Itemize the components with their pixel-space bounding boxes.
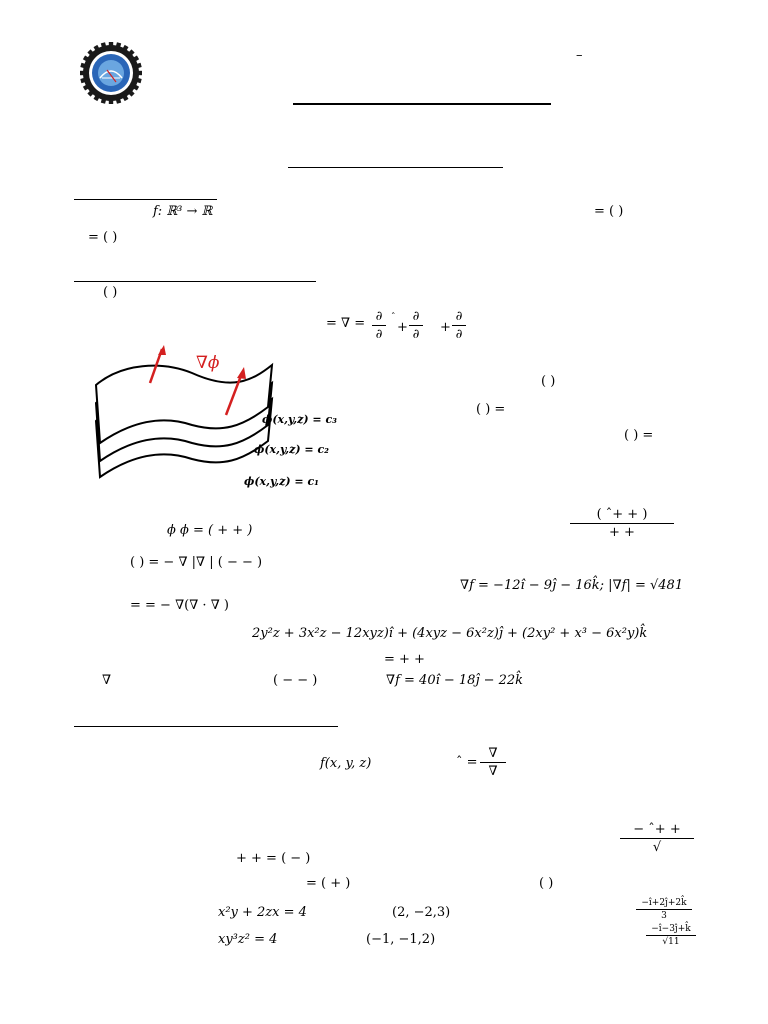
point-line: ( ) = − ∇ |∇ | ( − − ) (130, 555, 263, 570)
surface-label-c3: ϕ(x,y,z) = c₃ (262, 413, 337, 426)
problem-2-surface: xy³z² = 4 (218, 932, 278, 947)
gradient-arrow-label: ∇ϕ (196, 353, 220, 373)
title-underline (293, 103, 551, 105)
side-paren-1: ( ) (541, 374, 556, 389)
answer-1: ∇f = −12î − 9ĵ − 16k̂; |∇f| = √481 (460, 578, 684, 593)
unit-normal-prefix: ˆ = (456, 755, 478, 770)
unit-normal-fraction: ∇ ∇ (480, 746, 506, 779)
section2-heading-underline (74, 281, 316, 282)
plus-1: + (397, 320, 408, 335)
answer-2: ∇f = 40î − 18ĵ − 22k̂ (386, 673, 524, 688)
partial-fraction-x: ∂ ∂ (372, 309, 386, 342)
surface-label-c2: ϕ(x,y,z) = c₂ (254, 443, 329, 456)
f-expression: f(x, y, z) (320, 756, 372, 771)
problem-1-answer: −î+2ĵ+2k̂ 3 (636, 898, 692, 921)
problem-1-point: (2, −2,3) (392, 905, 451, 920)
problem-1-surface: x²y + 2zx = 4 (218, 905, 307, 920)
university-logo (80, 42, 142, 104)
gear-tooth (80, 71, 84, 75)
section3-equation-line-2: = ( + ) (306, 876, 351, 891)
gear-tooth (109, 42, 113, 46)
gear-tooth (109, 100, 113, 104)
point-paren: ( − − ) (273, 673, 318, 688)
level-surfaces-figure (92, 345, 342, 495)
partial-fraction-z: ∂ ∂ (452, 309, 466, 342)
side-paren-3: ( ) = (624, 428, 654, 443)
long-expression: 2y²z + 3x²z − 12xyz)î + (4xyz − 6x²z)ĵ + (2xy² + x³ − 6x²y)k̂ (252, 626, 648, 641)
gear-tooth (138, 71, 142, 75)
section3-paren-blank: ( ) (539, 876, 554, 891)
problem-2-point: (−1, −1,2) (366, 932, 436, 947)
section3-heading-underline (74, 726, 338, 727)
equation-line: = = − ∇(∇ · ∇ ) (130, 598, 229, 613)
gradient-definition: = ∇ = (326, 316, 366, 331)
section1-right-paren: = ( ) (594, 204, 624, 219)
section2-paren: ( ) (103, 285, 118, 300)
side-paren-2: ( ) = (476, 402, 506, 417)
problem-2-answer: −î−3ĵ+k̂ √11 (646, 924, 696, 947)
sum-line: = + + (384, 652, 425, 667)
example-fraction: ( ˆ+ + ) + + (570, 507, 674, 540)
section3-answer-fraction: − ˆ+ + √ (620, 822, 694, 855)
section3-equation-line: + + = ( − ) (236, 851, 311, 866)
gear-seal-icon (80, 42, 142, 104)
nabla-symbol: ∇ (102, 673, 112, 688)
unit-hat-i: ˆ (391, 313, 396, 323)
example-phi-line: ϕ ϕ = ( + + ) (167, 523, 253, 538)
subtitle-underline (288, 167, 503, 168)
header-dash: – (576, 48, 583, 63)
plus-2: + (440, 320, 451, 335)
section1-left-paren: = ( ) (88, 230, 118, 245)
surface-label-c1: ϕ(x,y,z) = c₁ (244, 475, 319, 488)
section1-heading-underline (74, 199, 217, 200)
partial-fraction-y: ∂ ∂ (409, 309, 423, 342)
function-definition: f: ℝ³ → ℝ (153, 204, 213, 219)
